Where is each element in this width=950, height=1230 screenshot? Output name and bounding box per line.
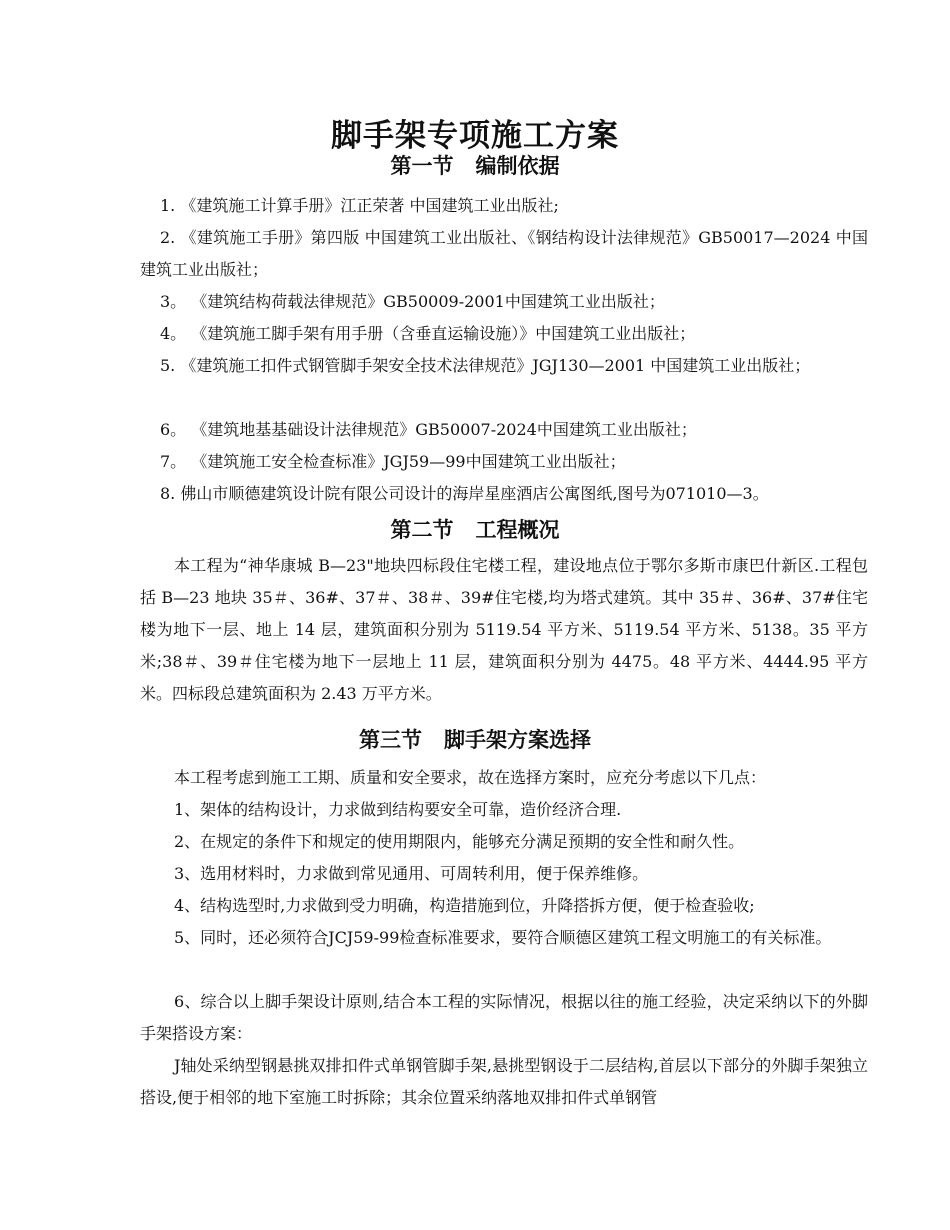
document-title: 脚手架专项施工方案: [331, 118, 619, 154]
reference-item: 1. 《建筑施工计算手册》江正荣著 中国建筑工业出版社;: [160, 196, 559, 215]
body-paragraph: 5、同时，还必须符合JCJ59-99检查标准要求，要符合顺德区建筑工程文明施工的有关标准。: [174, 928, 832, 947]
section-title: 工程概况: [475, 517, 560, 542]
reference-item: 5. 《建筑施工扣件式钢管脚手架安全技术法律规范》JGJ130—2001 中国建筑工业出版社；: [160, 356, 811, 375]
section-title: 脚手架方案选择: [444, 727, 591, 752]
body-paragraph: 2、在规定的条件下和规定的使用期限内，能够充分满足预期的安全性和耐久性。: [174, 832, 745, 851]
section-heading-3: [0, 724, 950, 754]
reference-item: 8. 佛山市顺德建筑设计院有限公司设计的海岸星座酒店公寓图纸,图号为071010—3。: [160, 484, 769, 503]
body-paragraph: 1、架体的结构设计，力求做到结构要安全可靠，造价经济合理.: [174, 800, 622, 819]
section-heading-2: [0, 514, 950, 544]
reference-item: 4。 《建筑施工脚手架有用手册（含垂直运输设施）》中国建筑工业出版社；: [160, 324, 696, 343]
overview-paragraph: 本工程为“神华康城 B—23"地块四标段住宅楼工程，建设地点位于鄂尔多斯市康巴什新区.工程包括 B—23 地块 35＃、36#、37＃、38＃、39#住宅楼,均为塔式建筑。其中 35＃、36#、37#住宅楼为地下一层、地上 14 层，建筑面积分别为 5119.54 平方米、5119.54 平方米、5138。35 平方米;38＃、39＃住宅楼为地下一层地上 11 层，建筑面积分别为 4475。48 平方米、4444.95 平方米。四标段总建筑面积为 2.43 万平方米。: [140, 556, 868, 703]
section-number: 第一节: [390, 153, 454, 178]
section-heading-1: [0, 150, 950, 180]
section-title: 编制依据: [475, 153, 560, 178]
body-paragraph: 6、综合以上脚手架设计原则,结合本工程的实际情况，根据以往的施工经验，决定采纳以下的外脚手架搭设方案：: [140, 992, 868, 1043]
section-number: 第三节: [359, 727, 422, 752]
body-paragraph: J轴处采纳型钢悬挑双排扣件式单钢管脚手架,悬挑型钢设于二层结构,首层以下部分的外脚手架独立搭设,便于相邻的地下室施工时拆除；其余位置采纳落地双排扣件式单钢管: [140, 1056, 868, 1107]
reference-item: 3。 《建筑结构荷载法律规范》GB50009-2001中国建筑工业出版社；: [160, 292, 665, 311]
section-number: 第二节: [390, 517, 454, 542]
body-paragraph: 4、结构选型时,力求做到受力明确，构造措施到位，升降搭拆方便，便于检查验收;: [174, 896, 755, 915]
reference-item: 7。 《建筑施工安全检查标准》JGJ59—99中国建筑工业出版社；: [160, 452, 626, 471]
reference-item: 2. 《建筑施工手册》第四版 中国建筑工业出版社、《钢结构设计法律规范》GB50017—2024 中国建筑工业出版社；: [140, 228, 868, 279]
reference-item: 6。 《建筑地基基础设计法律规范》GB50007-2024中国建筑工业出版社；: [160, 420, 697, 439]
body-paragraph: 本工程考虑到施工工期、质量和安全要求，故在选择方案时，应充分考虑以下几点：: [174, 768, 767, 787]
body-paragraph: 3、选用材料时，力求做到常见通用、可周转利用，便于保养维修。: [174, 864, 649, 883]
